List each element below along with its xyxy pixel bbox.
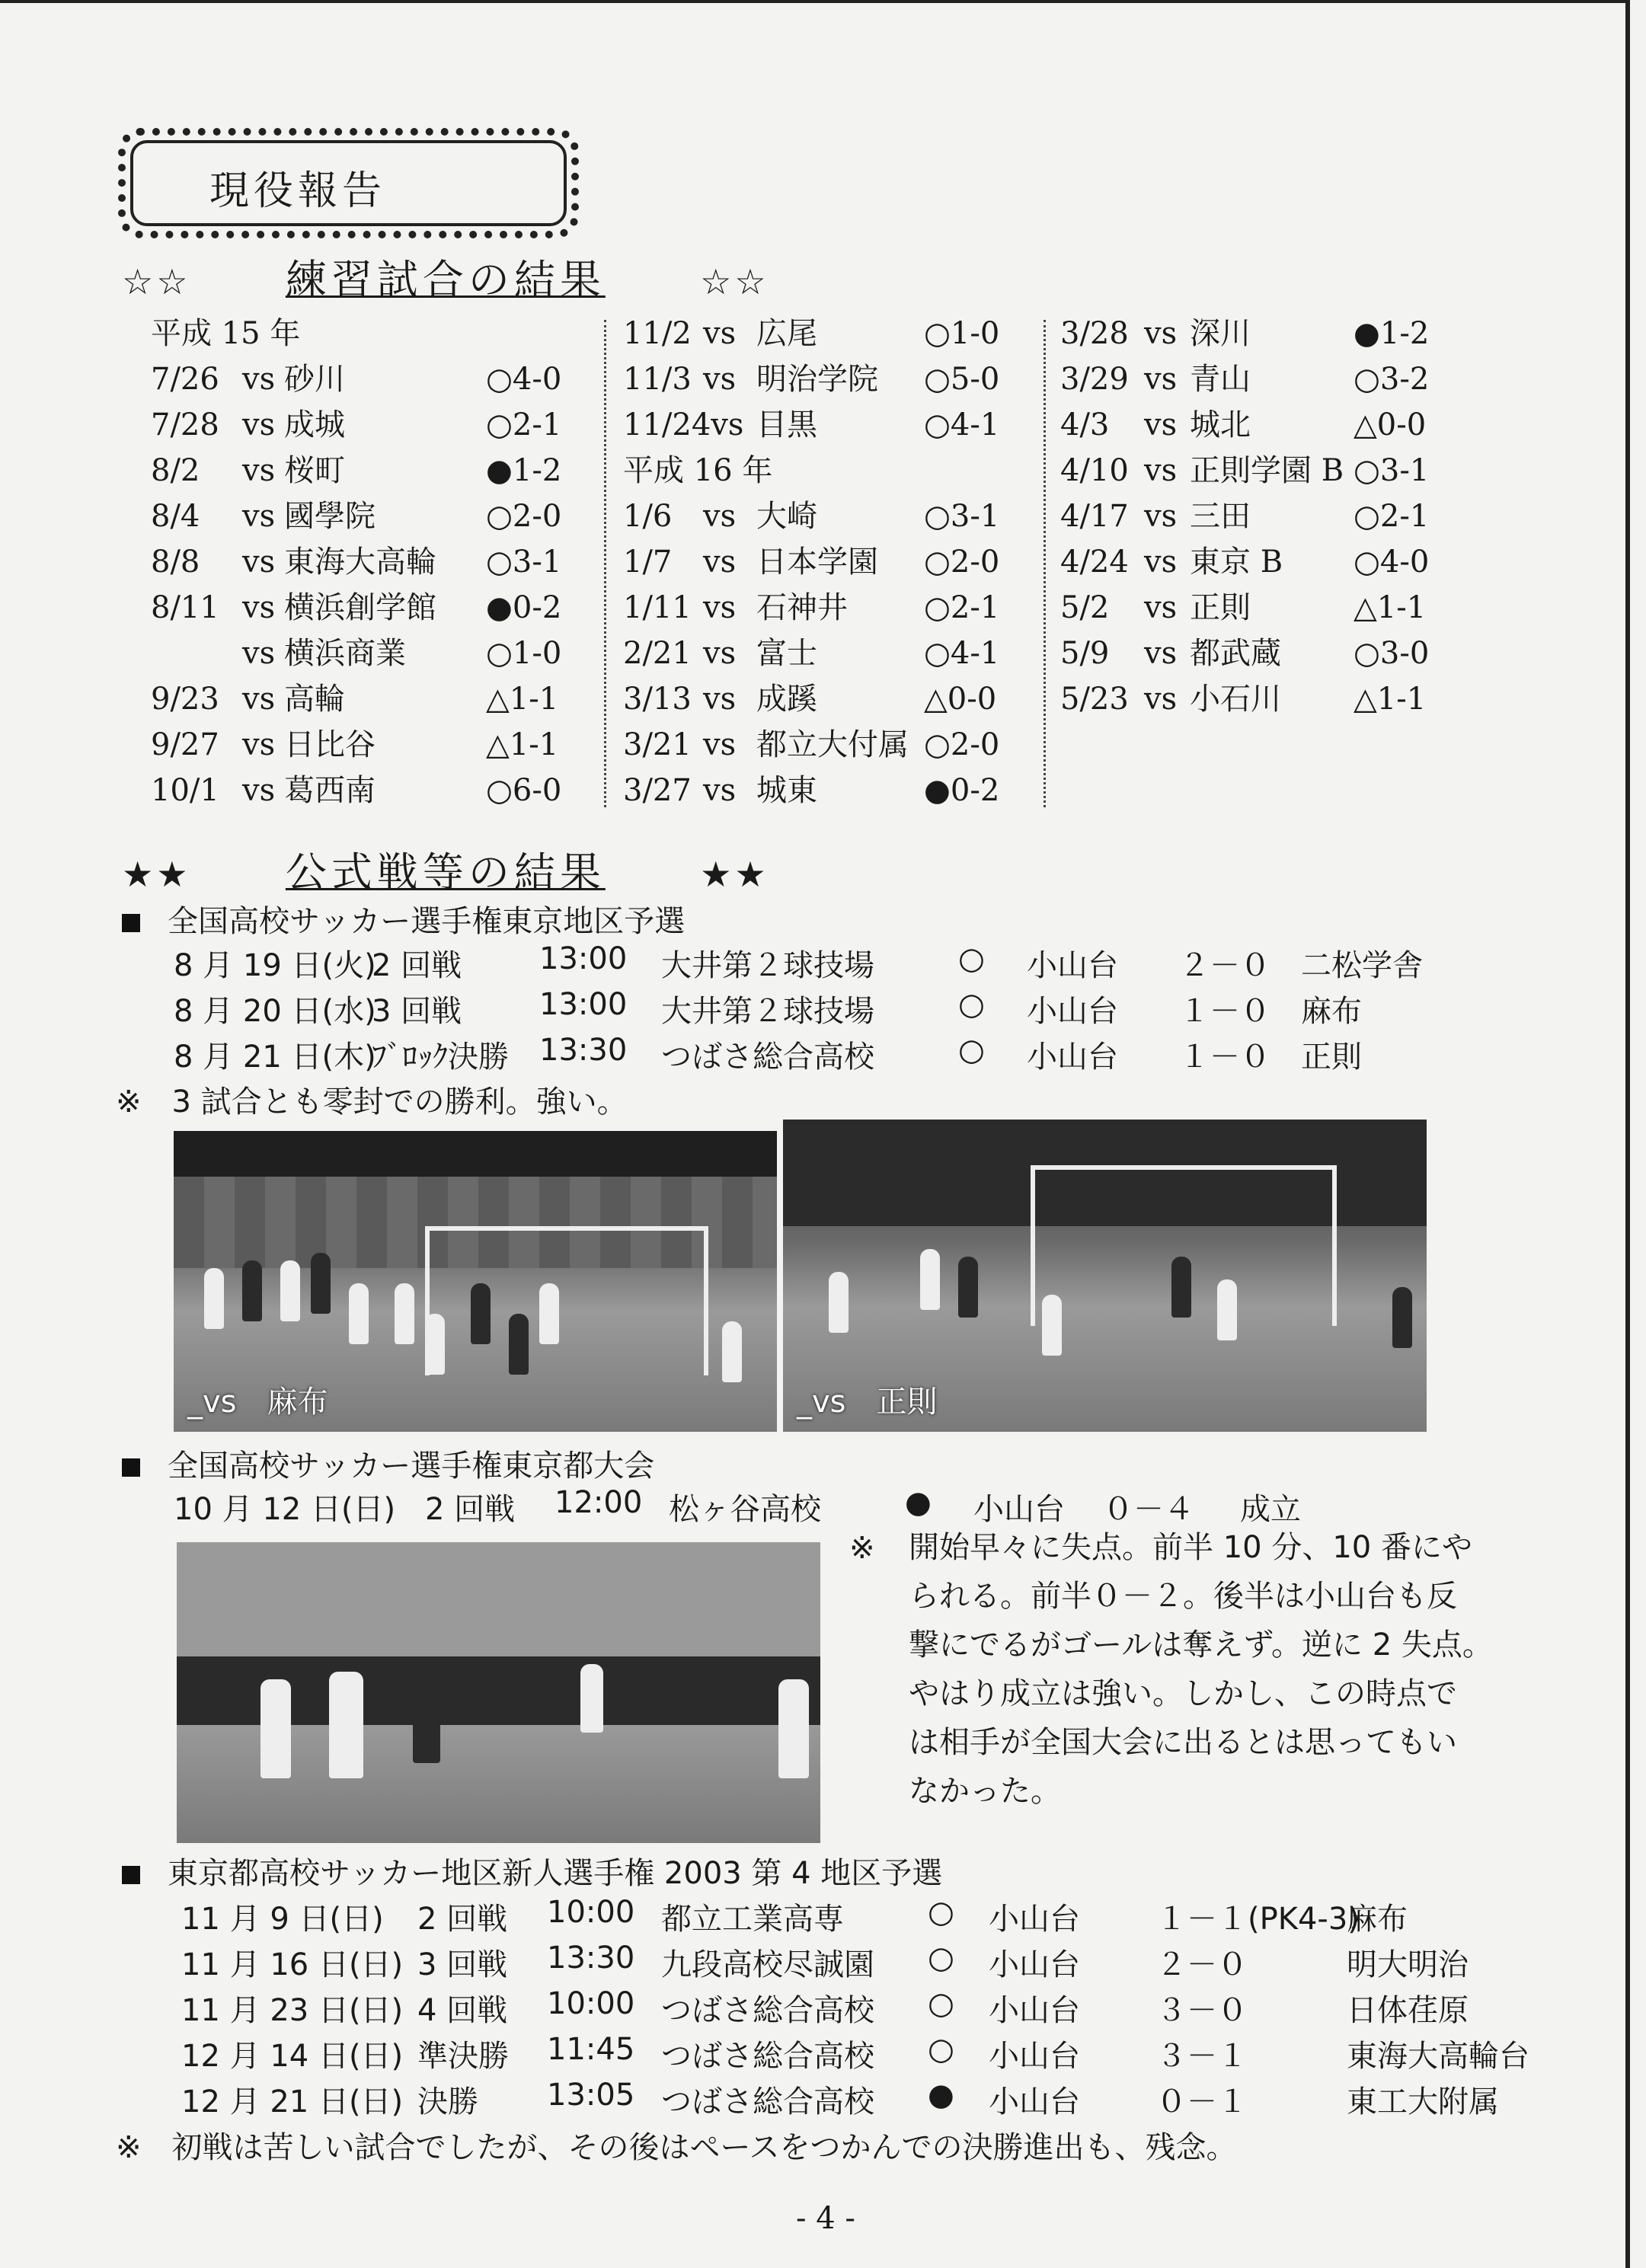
- match-opp: 日体荏原: [1347, 1993, 1469, 2028]
- practice-title: 練習試合の結果: [285, 256, 606, 304]
- practice-vs: vs: [242, 590, 276, 625]
- comment-line: は相手が全国大会に出るとは思ってもい: [909, 1725, 1457, 1760]
- practice-vs: vs: [703, 773, 737, 808]
- practice-vs: vs: [703, 590, 737, 625]
- match-mark: ○: [958, 987, 985, 1022]
- match-score: １－０: [1179, 994, 1270, 1029]
- practice-match-row: [151, 676, 577, 722]
- practice-match-row: [1060, 494, 1487, 539]
- match-time: 10:00: [547, 1895, 635, 1930]
- practice-match-row: [151, 402, 577, 448]
- practice-res: △1-1: [486, 727, 559, 762]
- practice-res: ○4-1: [924, 407, 1000, 442]
- section-3-title: [122, 1849, 942, 1893]
- official-match-row: [181, 2078, 1590, 2123]
- comment-mark: ※: [849, 1531, 875, 1566]
- match-round: 4 回戦: [417, 1993, 508, 2028]
- player-figure: [311, 1253, 331, 1314]
- match-date: 8 月 19 日(火): [174, 948, 376, 983]
- practice-vs: vs: [1144, 590, 1178, 625]
- practice-vs: vs: [703, 727, 737, 762]
- section-3-note: ※ 初戦は苦しい試合でしたが、その後はペースをつかんでの決勝進出も、残念。: [116, 2130, 1237, 2165]
- practice-date: 7/28: [151, 407, 219, 442]
- match-round: 準決勝: [417, 2039, 509, 2074]
- match-date: 12 月 14 日(日): [181, 2039, 404, 2074]
- match-venue: つばさ総合高校: [661, 1993, 874, 2028]
- player-figure: [204, 1268, 224, 1329]
- practice-vs: vs: [1144, 499, 1178, 534]
- practice-opp: 広尾: [756, 316, 817, 351]
- practice-opp: 青山: [1190, 362, 1251, 397]
- practice-match-row: [151, 539, 577, 585]
- practice-res: ○3-1: [924, 499, 1000, 534]
- section-2-comment: [909, 1523, 1556, 1816]
- practice-vs: vs: [242, 545, 276, 580]
- practice-res: ○3-1: [486, 545, 562, 580]
- practice-vs: vs: [1144, 316, 1178, 351]
- practice-date: 5/9: [1060, 636, 1110, 671]
- player-figure: [349, 1283, 369, 1344]
- official-heading: [122, 840, 769, 899]
- practice-match-row: [1060, 402, 1487, 448]
- player-figure: [509, 1314, 529, 1375]
- practice-opp: 横浜創学館: [284, 590, 436, 625]
- player-figure: [425, 1314, 445, 1375]
- practice-opp: 都武蔵: [1190, 636, 1281, 671]
- player-figure: [242, 1260, 262, 1321]
- practice-opp: 大崎: [756, 499, 817, 534]
- practice-opp: 城北: [1190, 407, 1251, 442]
- practice-res: ○6-0: [486, 773, 562, 808]
- match-venue: 大井第２球技場: [661, 948, 874, 983]
- match-team: 小山台: [989, 2084, 1080, 2119]
- match-date: 8 月 20 日(水): [174, 994, 376, 1029]
- practice-date: 8/2: [151, 453, 200, 488]
- match-team: 小山台: [989, 1947, 1080, 1982]
- practice-match-row: [1060, 585, 1487, 631]
- practice-match-row: [151, 494, 577, 539]
- practice-opp: 深川: [1190, 316, 1251, 351]
- practice-date: 5/23: [1060, 682, 1129, 717]
- practice-opp: 東海大高輪: [284, 545, 436, 580]
- practice-date: 11/3: [623, 362, 692, 397]
- practice-column-2: [623, 311, 1019, 813]
- practice-res: ○2-0: [924, 727, 1000, 762]
- practice-match-row: [623, 676, 1019, 722]
- match-opp: 東工大附属: [1347, 2084, 1499, 2119]
- practice-res: △1-1: [1354, 590, 1427, 625]
- match-team: 小山台: [1027, 948, 1118, 983]
- comment-line: なかった。: [909, 1774, 1061, 1809]
- practice-res: △0-0: [924, 682, 997, 717]
- official-match-row: [174, 941, 1583, 987]
- match-round: 2 回戦: [425, 1492, 516, 1527]
- practice-date: 1/7: [623, 545, 673, 580]
- practice-date: 2/21: [623, 636, 692, 671]
- goal-post: [425, 1226, 708, 1375]
- practice-vs: vs: [703, 682, 737, 717]
- match-time: 13:00: [539, 987, 628, 1022]
- practice-match-row: [151, 311, 577, 356]
- practice-date: 3/28: [1060, 316, 1129, 351]
- official-title: 公式戦等の結果: [285, 848, 606, 896]
- match-date: 12 月 21 日(日): [181, 2084, 404, 2119]
- practice-match-row: [623, 494, 1019, 539]
- practice-res: △1-1: [1354, 682, 1427, 717]
- practice-match-row: [623, 539, 1019, 585]
- practice-vs: vs: [703, 316, 737, 351]
- match-venue: つばさ総合高校: [661, 2039, 874, 2074]
- square-bullet-icon: [122, 914, 140, 932]
- practice-opp: 東京 B: [1190, 545, 1283, 580]
- player-figure: [471, 1283, 491, 1344]
- practice-opp: 小石川: [1190, 682, 1281, 717]
- match-date: 11 月 9 日(日): [181, 1902, 384, 1937]
- match-mark: ○: [928, 1986, 954, 2021]
- practice-vs: vs: [1144, 407, 1178, 442]
- match-opp: 東海大高輪台: [1347, 2039, 1529, 2074]
- match-team: 小山台: [1027, 1040, 1118, 1075]
- practice-date: 11/2: [623, 316, 692, 351]
- match-score: ０－１: [1156, 2084, 1248, 2119]
- practice-date: 1/6: [623, 499, 673, 534]
- practice-match-row: [623, 722, 1019, 768]
- column-divider: [1044, 320, 1046, 807]
- practice-vs: vs: [242, 727, 276, 762]
- practice-date: 4/3: [1060, 407, 1110, 442]
- match-time: 10:00: [547, 1986, 635, 2021]
- practice-vs: vs: [703, 362, 737, 397]
- practice-opp: 横浜商業: [284, 636, 406, 671]
- practice-res: △0-0: [1354, 407, 1427, 442]
- match-score: ２－０: [1156, 1947, 1248, 1982]
- title-box: [118, 128, 579, 238]
- practice-column-1: [151, 311, 577, 813]
- match-date: 11 月 16 日(日): [181, 1947, 404, 1982]
- practice-date: 4/17: [1060, 499, 1129, 534]
- practice-match-row: [623, 768, 1019, 813]
- match-venue: つばさ総合高校: [661, 1040, 874, 1075]
- practice-date: 9/27: [151, 727, 219, 762]
- match-time: 12:00: [555, 1485, 643, 1520]
- practice-date: 3/13: [623, 682, 692, 717]
- practice-opp: 富士: [756, 636, 817, 671]
- match-team: 小山台: [989, 1993, 1080, 2028]
- comment-line: やはり成立は強い。しかし、この時点で: [909, 1676, 1457, 1711]
- practice-vs: vs: [703, 499, 737, 534]
- practice-match-row: [623, 585, 1019, 631]
- practice-opp: 正則学園 B: [1190, 453, 1344, 488]
- practice-res: ○4-0: [486, 362, 562, 397]
- player-figure: [260, 1679, 291, 1778]
- player-figure: [1392, 1287, 1412, 1348]
- practice-opp: 石神井: [756, 590, 848, 625]
- comment-line: 撃にでるがゴールは奪えず。逆に 2 失点。: [909, 1628, 1493, 1663]
- practice-opp: 砂川: [284, 362, 345, 397]
- practice-vs: vs: [242, 499, 276, 534]
- practice-match-row: [1060, 539, 1487, 585]
- practice-res: ○2-0: [486, 499, 562, 534]
- practice-date: 8/11: [151, 590, 219, 625]
- practice-res: △1-1: [486, 682, 559, 717]
- practice-opp: 城東: [756, 773, 817, 808]
- match-venue: 松ヶ谷高校: [669, 1492, 821, 1527]
- match-date: 8 月 21 日(木): [174, 1040, 376, 1075]
- match-date: 11 月 23 日(日): [181, 1993, 404, 2028]
- practice-opp: 高輪: [284, 682, 345, 717]
- practice-match-row: [151, 356, 577, 402]
- practice-res: ○1-0: [924, 316, 1000, 351]
- practice-opp: 三田: [1190, 499, 1251, 534]
- match-round: 3 回戦: [372, 994, 462, 1029]
- match-score: ３－１: [1156, 2039, 1248, 2074]
- match-venue: 都立工業高専: [661, 1902, 844, 1937]
- match-round: 決勝: [417, 2084, 478, 2119]
- result-mark: ●: [905, 1485, 932, 1520]
- practice-vs: vs: [1144, 636, 1178, 671]
- practice-res: ○2-0: [924, 545, 1000, 580]
- player-figure: [829, 1272, 849, 1333]
- section-1-note: ※ 3 試合とも零封での勝利。強い。: [116, 1084, 628, 1120]
- practice-match-row: [151, 585, 577, 631]
- hollow-stars-left: ☆☆: [122, 261, 191, 302]
- practice-match-row: [623, 448, 1019, 494]
- practice-date: 4/10: [1060, 453, 1129, 488]
- match-mark: ○: [928, 1941, 954, 1976]
- section-2-title-text: 全国高校サッカー選手権東京都大会: [168, 1449, 655, 1484]
- practice-opp: 都立大付属: [756, 727, 909, 762]
- practice-date: 5/2: [1060, 590, 1110, 625]
- match-opp: 明大明治: [1347, 1947, 1469, 1982]
- practice-res: ○3-0: [1354, 636, 1430, 671]
- square-bullet-icon: [122, 1866, 140, 1884]
- player-figure: [413, 1672, 440, 1763]
- practice-res: ○1-0: [486, 636, 562, 671]
- photo-1-caption: _vs 麻布: [187, 1385, 328, 1420]
- player-figure: [539, 1283, 559, 1344]
- practice-opp: 國學院: [284, 499, 376, 534]
- filled-stars-right: ★★: [700, 854, 769, 895]
- photo-vs-seisoku: [783, 1120, 1427, 1432]
- practice-res: ●0-2: [486, 590, 562, 625]
- practice-date: 8/8: [151, 545, 200, 580]
- practice-res: ○2-1: [1354, 499, 1430, 534]
- player-figure: [280, 1260, 300, 1321]
- match-round: ﾌﾞﾛｯｸ決勝: [372, 1040, 509, 1075]
- practice-match-row: [1060, 356, 1487, 402]
- match-team: 小山台: [989, 2039, 1080, 2074]
- practice-date: 4/24: [1060, 545, 1129, 580]
- practice-date: 8/4: [151, 499, 200, 534]
- match-time: 13:00: [539, 941, 628, 976]
- practice-date: 3/21: [623, 727, 692, 762]
- player-figure: [1171, 1257, 1191, 1318]
- filled-stars-left: ★★: [122, 854, 191, 895]
- player-figure: [958, 1257, 978, 1318]
- match-date: 10 月 12 日(日): [174, 1492, 396, 1527]
- match-opponent: 成立: [1240, 1492, 1301, 1527]
- practice-vs: vs: [242, 453, 276, 488]
- match-round: 3 回戦: [417, 1947, 508, 1982]
- practice-match-row: [151, 722, 577, 768]
- match-mark: ○: [958, 1033, 985, 1068]
- match-time: 13:05: [547, 2078, 635, 2113]
- practice-vs: vs: [242, 636, 276, 671]
- official-match-row: [174, 1033, 1583, 1078]
- practice-date: 3/27: [623, 773, 692, 808]
- practice-date: 平成 15 年: [151, 316, 301, 351]
- match-round: 2 回戦: [417, 1902, 508, 1937]
- practice-date: 1/11: [623, 590, 692, 625]
- practice-opp: 成蹊: [756, 682, 817, 717]
- practice-opp: 葛西南: [284, 773, 376, 808]
- practice-match-row: [623, 356, 1019, 402]
- practice-opp: 桜町: [284, 453, 345, 488]
- match-mark: ●: [928, 2078, 954, 2113]
- comment-line: られる。前半０－２。後半は小山台も反: [909, 1579, 1457, 1614]
- player-figure: [329, 1672, 363, 1778]
- practice-res: ●1-2: [486, 453, 562, 488]
- player-figure: [920, 1249, 940, 1310]
- official-match-row: [181, 1895, 1590, 1941]
- official-match-row: [181, 1941, 1590, 1986]
- practice-vs: vs: [703, 545, 737, 580]
- practice-vs: vs: [242, 362, 276, 397]
- practice-res: ○2-1: [486, 407, 562, 442]
- practice-res: ●1-2: [1354, 316, 1430, 351]
- official-match-row: [174, 987, 1583, 1033]
- practice-vs: vs: [242, 407, 276, 442]
- official-match-row: [181, 2032, 1590, 2078]
- match-opp: 麻布: [1347, 1902, 1408, 1937]
- practice-date: 11/24vs: [623, 407, 744, 442]
- square-bullet-icon: [122, 1458, 140, 1477]
- practice-vs: vs: [1144, 453, 1178, 488]
- practice-opp: 明治学院: [756, 362, 878, 397]
- practice-res: ○2-1: [924, 590, 1000, 625]
- section-1-title-text: 全国高校サッカー選手権東京地区予選: [168, 904, 686, 939]
- practice-date: 7/26: [151, 362, 219, 397]
- match-venue: 大井第２球技場: [661, 994, 874, 1029]
- match-score: ２－０: [1179, 948, 1270, 983]
- practice-match-row: [623, 311, 1019, 356]
- match-team: 小山台: [1027, 994, 1118, 1029]
- practice-match-row: [151, 631, 577, 676]
- photo-vs-seiritsu: [177, 1542, 820, 1843]
- player-figure: [1217, 1279, 1237, 1340]
- practice-opp: 成城: [284, 407, 345, 442]
- practice-match-row: [623, 631, 1019, 676]
- hollow-stars-right: ☆☆: [700, 261, 769, 302]
- practice-date: 10/1: [151, 773, 219, 808]
- practice-res: ○4-1: [924, 636, 1000, 671]
- match-score: １－１(PK4-3): [1156, 1902, 1360, 1937]
- player-figure: [395, 1283, 414, 1344]
- photo-vs-azabu: [174, 1131, 777, 1432]
- match-mark: ○: [928, 1895, 954, 1930]
- match-team: 小山台: [989, 1902, 1080, 1937]
- section-2-title: [122, 1442, 654, 1485]
- practice-opp: 日比谷: [284, 727, 376, 762]
- practice-match-row: [1060, 311, 1487, 356]
- practice-match-row: [1060, 448, 1487, 494]
- practice-vs: vs: [1144, 545, 1178, 580]
- column-divider: [604, 320, 606, 807]
- match-venue: 九段高校尽誠園: [661, 1947, 874, 1982]
- section-3-title-text: 東京都高校サッカー地区新人選手権 2003 第 4 地区予選: [168, 1856, 943, 1891]
- practice-date: 3/29: [1060, 362, 1129, 397]
- match-time: 13:30: [539, 1033, 628, 1068]
- match-venue: つばさ総合高校: [661, 2084, 874, 2119]
- practice-opp: 日本学園: [756, 545, 878, 580]
- match-time: 13:30: [547, 1941, 635, 1976]
- player-figure: [722, 1321, 742, 1382]
- practice-res: ○3-2: [1354, 362, 1430, 397]
- practice-res: ○3-1: [1354, 453, 1430, 488]
- match-time: 11:45: [547, 2032, 635, 2067]
- page-title: 現役報告: [209, 168, 387, 214]
- player-figure: [778, 1679, 809, 1778]
- match-score: １－０: [1179, 1040, 1270, 1075]
- page-number: - 4 -: [796, 2201, 855, 2236]
- photo-2-caption: _vs 正則: [797, 1385, 938, 1420]
- match-opp: 正則: [1301, 1040, 1362, 1075]
- player-figure: [1042, 1295, 1062, 1356]
- comment-line: 開始早々に失点。前半 10 分、10 番にや: [909, 1530, 1472, 1565]
- practice-date: 9/23: [151, 682, 219, 717]
- practice-match-row: [151, 448, 577, 494]
- practice-opp: 目黒: [756, 407, 817, 442]
- practice-res: ○4-0: [1354, 545, 1430, 580]
- section-1-title: [122, 897, 685, 941]
- practice-res: ●0-2: [924, 773, 1000, 808]
- match-score: ３－０: [1156, 1993, 1248, 2028]
- practice-column-3: [1060, 311, 1487, 722]
- practice-opp: 正則: [1190, 590, 1251, 625]
- match-round: 2 回戦: [372, 948, 462, 983]
- match-team: 小山台: [973, 1492, 1065, 1527]
- practice-heading: [122, 248, 769, 306]
- match-opp: 二松学舎: [1301, 948, 1423, 983]
- practice-vs: vs: [242, 773, 276, 808]
- practice-vs: vs: [242, 682, 276, 717]
- match-opp: 麻布: [1301, 994, 1362, 1029]
- practice-match-row: [1060, 631, 1487, 676]
- match-mark: ○: [928, 2032, 954, 2067]
- practice-vs: vs: [1144, 362, 1178, 397]
- match-score: ０－４: [1103, 1492, 1194, 1527]
- match-mark: ○: [958, 941, 985, 976]
- player-figure: [580, 1664, 603, 1733]
- practice-res: ○5-0: [924, 362, 1000, 397]
- practice-match-row: [151, 768, 577, 813]
- practice-vs: vs: [1144, 682, 1178, 717]
- practice-match-row: [623, 402, 1019, 448]
- practice-match-row: [1060, 676, 1487, 722]
- official-match-row: [181, 1986, 1590, 2032]
- practice-date: 平成 16 年: [623, 453, 773, 488]
- practice-vs: vs: [703, 636, 737, 671]
